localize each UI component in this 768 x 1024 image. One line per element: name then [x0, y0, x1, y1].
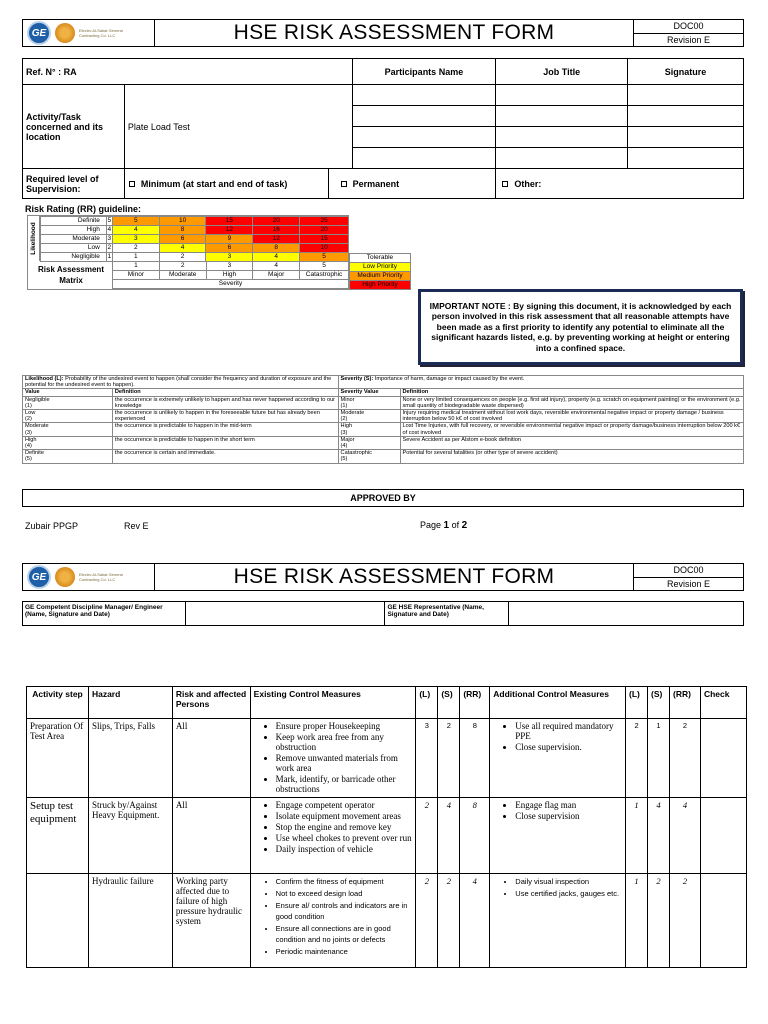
residual-risk-rating-score: 2 — [670, 874, 701, 968]
likelihood-def: the occurrence is extremely unlikely to happen and has never happened according to our knowledge — [112, 396, 338, 409]
likelihood-score: 3 — [416, 719, 438, 798]
likelihood-axis — [28, 216, 40, 261]
matrix-col-label: Minor — [113, 271, 160, 280]
column-header: (S) — [438, 687, 460, 719]
table-row — [27, 719, 747, 798]
matrix-axis-labels — [112, 261, 349, 289]
definition-row — [23, 450, 744, 463]
matrix-row-number: 3 — [107, 235, 112, 242]
residual-severity-score: 1 — [648, 719, 670, 798]
additional-measure: • Use certified jacks, gauges etc. — [515, 888, 622, 899]
matrix-cell: 2 — [112, 244, 159, 253]
ge-logo-icon: GE — [27, 21, 51, 45]
matrix-col-label: Major — [253, 271, 300, 280]
severity-value-number: (4) — [340, 443, 348, 450]
matrix-cell: 1 — [112, 253, 159, 262]
control-measure: • Not to exceed design load — [276, 888, 413, 899]
ref-number: Ref. N° : RA — [23, 59, 353, 85]
additional-measure: • Close supervision — [515, 811, 622, 821]
severity-score: 4 — [438, 798, 460, 874]
participant-signature-cell[interactable] — [628, 106, 744, 127]
matrix-cell: 16 — [253, 226, 300, 235]
additional-measure: • Use all required mandatory PPE — [515, 721, 622, 741]
definition-row — [23, 423, 744, 436]
definition-row — [23, 410, 744, 423]
hazard: Slips, Trips, Falls — [88, 719, 172, 798]
likelihood-definition — [23, 376, 339, 389]
participants-header: Participants Name — [352, 59, 496, 85]
checkbox-icon[interactable] — [502, 181, 508, 187]
footer-rev: Rev E — [124, 521, 149, 531]
participant-job-cell[interactable] — [496, 106, 628, 127]
severity-def: Lost Time Injuries, with full recovery, or reversible environmental negative impact or property damage/business interruption below 200 k€ of cost involved — [400, 423, 744, 436]
likelihood-score: 2 — [416, 874, 438, 968]
likelihood-value-number: (2) — [25, 416, 32, 423]
risk-affected-persons: All — [172, 798, 250, 874]
legend-tolerable: Tolerable — [350, 254, 411, 263]
doc-number: DOC00 — [673, 21, 704, 32]
residual-severity-score: 4 — [648, 798, 670, 874]
control-measure: • Remove unwanted materials from work area — [276, 753, 413, 773]
manager-signature-field[interactable] — [185, 602, 385, 626]
matrix-row-label: Moderate — [41, 235, 107, 244]
existing-control-measures — [250, 798, 416, 874]
likelihood-def: the occurrence is predictable to happen in the mid-term — [112, 423, 338, 436]
risk-affected-persons: Working party affected due to failure of high pressure hydraulic system — [172, 874, 250, 968]
residual-likelihood-score: 2 — [626, 719, 648, 798]
risk-affected-persons: All — [172, 719, 250, 798]
activity-step — [27, 874, 89, 968]
matrix-cell: 8 — [253, 244, 300, 253]
column-header: Existing Control Measures — [250, 687, 416, 719]
likelihood-value-number: (1) — [25, 402, 32, 409]
severity-value — [338, 410, 400, 423]
severity-def: None or very limited consequences on people (e.g. first aid injury), property (e.g. scratch on equipment painting) or the environment (e.g. small quantity of biodegradable waste dispersed) — [400, 396, 744, 409]
doc-revision: Revision E — [634, 33, 743, 47]
severity-value-number: (2) — [340, 416, 348, 423]
likelihood-axis-label: Likelihood — [30, 222, 37, 255]
matrix-cell: 6 — [159, 235, 206, 244]
likelihood-def-text: Probability of the undesired event to happen (shall consider the frequency and duration of exposure and the potential for the undesired event to happen). — [25, 376, 332, 389]
supervision-option-label: Permanent — [352, 178, 400, 189]
matrix-col-number: 4 — [253, 262, 300, 271]
table-row — [27, 798, 747, 874]
control-measure: • Ensure proper Housekeeping — [276, 721, 413, 731]
severity-score: 2 — [438, 874, 460, 968]
severity-value — [338, 436, 400, 449]
hazard: Struck by/Against Heavy Equipment. — [88, 798, 172, 874]
matrix-cell: 20 — [300, 226, 349, 235]
severity-axis-label: Severity — [113, 280, 349, 289]
matrix-grid — [40, 216, 349, 262]
likelihood-value — [23, 396, 113, 409]
supervision-option-label: Other: — [514, 178, 542, 189]
severity-def: Potential for several fatalities (or other type of severe accident) — [400, 450, 744, 463]
matrix-cell: 15 — [300, 235, 349, 244]
page1-header — [22, 19, 744, 47]
control-measure: • Confirm the fitness of equipment — [276, 876, 413, 887]
matrix-cell: 4 — [159, 244, 206, 253]
severity-value-name: Catastrophic — [340, 450, 372, 457]
severity-value-name: Major — [340, 436, 355, 443]
matrix-row-label: Negligible — [41, 253, 107, 262]
risk-rating-score: 4 — [460, 874, 490, 968]
checkbox-icon[interactable] — [341, 181, 347, 187]
risk-assessment-table — [26, 686, 747, 968]
supervision-option-label: Minimum (at start and end of task) — [140, 178, 288, 189]
participant-job-cell[interactable] — [496, 148, 628, 169]
legend-medium-priority: Medium Priority — [350, 272, 411, 281]
matrix-cell: 9 — [206, 235, 253, 244]
footer-left: Zubair PPGP — [25, 521, 79, 531]
additional-measure: • Engage flag man — [515, 800, 622, 810]
risk-rating-score: 8 — [460, 719, 490, 798]
additional-control-measures — [490, 719, 626, 798]
likelihood-value-name: Moderate — [25, 423, 49, 430]
priority-legend — [349, 253, 411, 290]
column-header: (RR) — [670, 687, 701, 719]
severity-value — [338, 423, 400, 436]
column-header: Hazard — [88, 687, 172, 719]
column-header: (L) — [416, 687, 438, 719]
company-name: Electro Al-Sakat General Contracting Co. LLC — [79, 572, 123, 582]
existing-control-measures — [250, 719, 416, 798]
control-measure: • Daily inspection of vehicle — [276, 844, 413, 854]
page2-header — [22, 563, 744, 591]
participant-name-cell[interactable] — [352, 148, 496, 169]
likelihood-score: 2 — [416, 798, 438, 874]
company-logo — [23, 20, 155, 46]
participant-name-cell[interactable] — [352, 127, 496, 148]
matrix-col-number: 3 — [206, 262, 253, 271]
column-header: (RR) — [460, 687, 490, 719]
residual-likelihood-score: 1 — [626, 874, 648, 968]
participant-job-cell[interactable] — [496, 85, 628, 106]
participant-name-cell[interactable] — [352, 85, 496, 106]
def-header-severity-value: Severity Value — [338, 389, 400, 396]
additional-control-measures — [490, 874, 626, 968]
check-cell[interactable] — [700, 798, 746, 874]
matrix-row — [41, 244, 349, 253]
matrix-cell: 4 — [253, 253, 300, 262]
participant-signature-cell[interactable] — [628, 148, 744, 169]
checkbox-icon[interactable] — [129, 181, 135, 187]
doc-info — [633, 20, 743, 46]
definition-row — [23, 396, 744, 409]
footer-page-prefix: Page — [420, 520, 444, 530]
assessment-info-table — [22, 58, 744, 199]
matrix-cell: 10 — [159, 217, 206, 226]
matrix-cell: 12 — [206, 226, 253, 235]
severity-def-title: Severity (S): — [340, 376, 374, 382]
likelihood-def: the occurrence is certain and immediate. — [112, 450, 338, 463]
activity-label: Activity/Task concerned and its location — [23, 85, 125, 169]
likelihood-value — [23, 436, 113, 449]
def-header-definition: Definition — [112, 389, 338, 396]
matrix-row-label: Definite — [41, 217, 107, 226]
doc-number: DOC00 — [673, 565, 704, 576]
matrix-row-label: High — [41, 226, 107, 235]
likelihood-value-name: Low — [25, 410, 36, 417]
legend-high-priority: High Priority — [350, 281, 411, 290]
important-note — [418, 289, 743, 365]
company-seal-icon — [55, 567, 75, 587]
column-header: Check — [700, 687, 746, 719]
supervision-option-other[interactable] — [496, 169, 744, 199]
column-header: Activity step — [27, 687, 89, 719]
column-header: (S) — [648, 687, 670, 719]
activity-step: Setup test equipment — [27, 798, 89, 874]
participant-signature-cell[interactable] — [628, 127, 744, 148]
company-logo — [23, 564, 155, 590]
control-measure: • Isolate equipment movement areas — [276, 811, 413, 821]
residual-risk-rating-score: 4 — [670, 798, 701, 874]
severity-score: 2 — [438, 719, 460, 798]
severity-value-number: (1) — [340, 402, 348, 409]
likelihood-def-title: Likelihood (L): — [25, 376, 64, 382]
risk-rating-score: 8 — [460, 798, 490, 874]
matrix-cell: 6 — [206, 244, 253, 253]
likelihood-value-number: (4) — [25, 443, 32, 450]
severity-def-text: Importance of harm, damage or impact caused by the event. — [374, 376, 525, 382]
matrix-cell: 12 — [253, 235, 300, 244]
participant-job-cell[interactable] — [496, 127, 628, 148]
table-row — [27, 874, 747, 968]
approved-by: APPROVED BY — [22, 489, 744, 507]
hse-rep-label: GE HSE Representative (Name, Signature and Date) — [385, 602, 509, 626]
def-header-value: Value — [23, 389, 113, 396]
important-note-text: IMPORTANT NOTE : By signing this document, it is acknowledged by each person involved in this risk assessment that all reasonable attempts have been made as a first priority to identify any potential to eliminate all the significant hazards listed, e.g. by preventing working at height or entering into a confined space. — [429, 300, 732, 353]
matrix-row-number: 2 — [107, 244, 112, 251]
definition-row — [23, 436, 744, 449]
matrix-col-number: 1 — [113, 262, 160, 271]
residual-severity-score: 2 — [648, 874, 670, 968]
likelihood-value — [23, 410, 113, 423]
likelihood-value-number: (3) — [25, 429, 32, 436]
additional-control-measures — [490, 798, 626, 874]
additional-measure: • Daily visual inspection — [515, 876, 622, 887]
severity-value-number: (5) — [340, 456, 348, 463]
doc-info — [633, 564, 743, 590]
additional-measure: • Close supervision. — [515, 742, 622, 752]
hse-rep-signature-field[interactable] — [509, 602, 744, 626]
matrix-col-label: Catastrophic — [300, 271, 349, 280]
matrix-row-number: 1 — [107, 253, 112, 260]
matrix-row — [41, 226, 349, 235]
existing-control-measures — [250, 874, 416, 968]
ge-logo-icon: GE — [27, 565, 51, 589]
legend-low-priority: Low Priority — [350, 263, 411, 272]
matrix-cell: 5 — [300, 253, 349, 262]
likelihood-value-name: High — [25, 436, 37, 443]
control-measure: • Keep work area free from any obstruction — [276, 732, 413, 752]
footer-page-num: 1 — [443, 520, 450, 531]
control-measure: • Stop the engine and remove key — [276, 822, 413, 832]
supervision-label: Required level of Supervision: — [23, 169, 125, 199]
severity-value-number: (3) — [340, 429, 348, 436]
company-name: Electro Al-Sakat General Contracting Co. LLC — [79, 28, 123, 38]
likelihood-def: the occurrence is predictable to happen in the short term — [112, 436, 338, 449]
column-header: Additional Control Measures — [490, 687, 626, 719]
doc-revision: Revision E — [634, 577, 743, 591]
control-measure: • Engage competent operator — [276, 800, 413, 810]
supervision-option-permanent[interactable] — [328, 169, 496, 199]
job-title-header: Job Title — [496, 59, 628, 85]
severity-value-name: Minor — [340, 396, 355, 403]
risk-rating-title: Risk Rating (RR) guideline: — [25, 204, 142, 214]
form-title: HSE RISK ASSESSMENT FORM — [233, 565, 555, 588]
control-measure: • Ensure all connections are in good condition and no joints or defects — [276, 923, 413, 945]
supervision-option-minimum[interactable] — [124, 169, 328, 199]
severity-value — [338, 450, 400, 463]
check-cell[interactable] — [700, 719, 746, 798]
signature-header: Signature — [628, 59, 744, 85]
matrix-col-label: High — [206, 271, 253, 280]
control-measure: • Mark, identify, or barricade other obstructions — [276, 774, 413, 794]
likelihood-value-name: Definite — [25, 450, 44, 457]
matrix-cell: 25 — [300, 217, 349, 226]
likelihood-value-number: (5) — [25, 456, 32, 463]
activity-step: Preparation Of Test Area — [27, 719, 89, 798]
matrix-row-number: 5 — [107, 217, 112, 224]
matrix-row-label: Low — [41, 244, 107, 253]
severity-value — [338, 396, 400, 409]
column-header: Risk and affected Persons — [172, 687, 250, 719]
participant-name-cell[interactable] — [352, 106, 496, 127]
footer-page-of: of — [449, 520, 462, 530]
manager-label: GE Competent Discipline Manager/ Engineer (Name, Signature and Date) — [23, 602, 186, 626]
matrix-cell: 3 — [112, 235, 159, 244]
matrix-cell: 2 — [159, 253, 206, 262]
severity-def: Severe Accident as per Alstom e-book definition — [400, 436, 744, 449]
hazard: Hydraulic failure — [88, 874, 172, 968]
likelihood-value — [23, 423, 113, 436]
company-seal-icon — [55, 23, 75, 43]
matrix-col-number: 5 — [300, 262, 349, 271]
matrix-cell: 10 — [300, 244, 349, 253]
matrix-cell: 4 — [112, 226, 159, 235]
residual-risk-rating-score: 2 — [670, 719, 701, 798]
risk-matrix — [27, 215, 349, 290]
def-header-definition: Definition — [400, 389, 744, 396]
severity-value-name: Moderate — [340, 410, 365, 417]
residual-likelihood-score: 1 — [626, 798, 648, 874]
likelihood-value — [23, 450, 113, 463]
control-measure: • Use wheel chokes to prevent over run — [276, 833, 413, 843]
matrix-row-number: 4 — [107, 226, 112, 233]
footer-page — [420, 520, 467, 531]
approval-signature-table — [22, 601, 744, 626]
severity-def: Injury requiring medical treatment without lost work days, reversible environmental negative impact or property damage / business interruption below 50 k€ of cost involved — [400, 410, 744, 423]
severity-definition — [338, 376, 743, 389]
control-measure: • Periodic maintenance — [276, 946, 413, 957]
check-cell[interactable] — [700, 874, 746, 968]
matrix-col-number: 2 — [159, 262, 206, 271]
matrix-cell: 20 — [253, 217, 300, 226]
matrix-cell: 3 — [206, 253, 253, 262]
activity-value[interactable]: Plate Load Test — [124, 85, 352, 169]
matrix-row — [41, 235, 349, 244]
severity-value-name: High — [340, 423, 353, 430]
matrix-row — [41, 217, 349, 226]
likelihood-value-name: Negligible — [25, 396, 50, 403]
form-title: HSE RISK ASSESSMENT FORM — [233, 21, 555, 44]
definitions-table — [22, 375, 744, 464]
matrix-col-label: Moderate — [159, 271, 206, 280]
matrix-cell: 8 — [159, 226, 206, 235]
control-measure: • Ensure al/ controls and indicators are in good condition — [276, 900, 413, 922]
column-header: (L) — [626, 687, 648, 719]
matrix-cell: 5 — [112, 217, 159, 226]
matrix-title: Risk Assessment Matrix — [38, 265, 104, 285]
likelihood-def: the occurrence is unlikely to happen in the foreseeable future but has already been experienced — [112, 410, 338, 423]
matrix-cell: 15 — [206, 217, 253, 226]
participant-signature-cell[interactable] — [628, 85, 744, 106]
footer-page-total: 2 — [461, 520, 468, 531]
